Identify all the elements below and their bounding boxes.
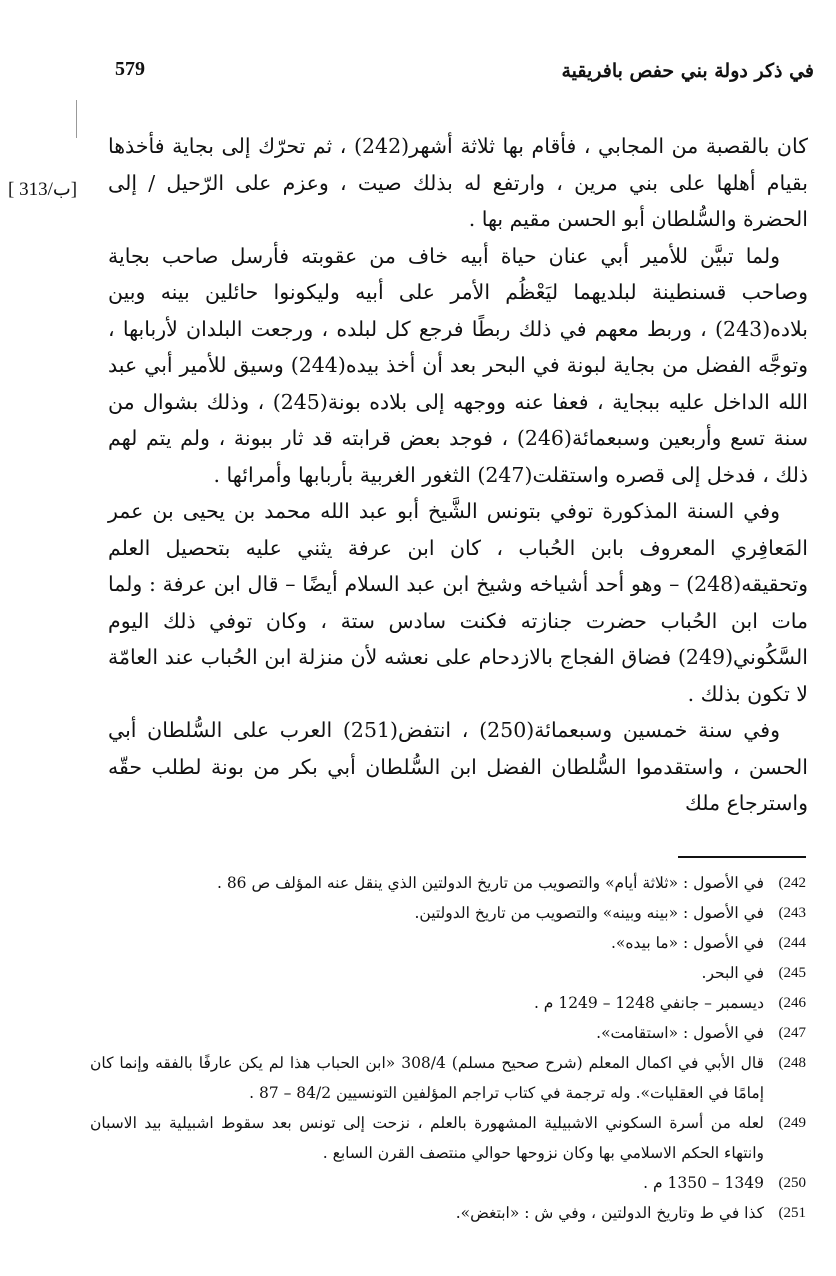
- margin-rule: [76, 100, 77, 138]
- footnote: [90, 928, 806, 958]
- page-number: 579: [115, 58, 145, 80]
- footnote: [90, 898, 806, 928]
- paragraph: وفي سنة خمسين وسبعمائة(250) ، انتفض(251) العرب على السُّلطان أبي الحسن ، واستقدموا السُّلطان الفضل ابن السُّلطان أبي بكر من بونة لطلب حقّه واسترجاع ملك: [108, 718, 808, 815]
- footnote-text: 1349 – 1350 م .: [643, 1174, 764, 1192]
- paragraph: كان بالقصبة من المجابي ، فأقام بها ثلاثة أشهر(242) ، ثم تحرّك إلى بجاية فأخذها بقيام أهلها على بني مرين ، وارتفع له بذلك صيت ، وعزم على الرّحيل / إلى الحضرة والسُّلطان أبو الحسن مقيم بها .: [108, 134, 808, 231]
- main-text: [108, 128, 808, 822]
- footnote: [90, 1108, 806, 1168]
- footnote: [90, 1018, 806, 1048]
- manuscript-folio-ref: [ 313/ب]: [8, 179, 78, 200]
- footnote-number: 251): [778, 1205, 806, 1221]
- footnote: [90, 868, 806, 898]
- footnote-text: في الأصول : «ما بيده».: [610, 934, 764, 952]
- footnote-text: في الأصول : «ثلاثة أيام» والتصويب من تاريخ الدولتين الذي ينقل عنه المؤلف ص 86 .: [216, 874, 764, 892]
- paragraph: وفي السنة المذكورة توفي بتونس الشَّيخ أبو عبد الله محمد بن يحيى بن عمر المَعافِري المعروف بابن الحُباب ، كان ابن عرفة يثني عليه بتحصيل العلم وتحقيقه(248) – وهو أحد أشياخه وشيخ ابن عبد السلام أيضًا – قال ابن عرفة : ولما مات ابن الحُباب حضرت جنازته فكنت سادس ستة ، وكان توفي ذلك اليوم السَّكُوني(249) فضاق الفجاج بالازدحام على نعشه لأن منزلة ابن الحُباب عند العامّة لا تكون بذلك .: [108, 499, 808, 706]
- paragraph: ولما تبيَّن للأمير أبي عنان حياة أبيه خاف من عقوبته فأرسل صاحب بجاية وصاحب قسنطينة لبلديهما ليَعْظُم الأمر على أبيه وليكونوا حائلين بينه وبين بلاده(243) ، وربط معهم في ذلك ربطًا فرجع كل لبلده ، ورجعت البلدان لأربابها ، وتوجَّه الفضل من بجاية لبونة في البحر بعد أن أخذ بيده(244) وسيق للأمير أبي عبد الله الداخل عليه ببجاية ، فعفا عنه ووجهه إلى بلاده بونة(245) ، وذلك بشوال من سنة تسع وأربعين وسبعمائة(246) ، فوجد بعض قرابته قد ثار ببونة ، ولم يتم لهم ذلك ، فدخل إلى قصره واستقلت(247) الثغور الغربية بأربابها وأمرائها .: [108, 243, 808, 487]
- footnote-number: 242): [778, 875, 806, 891]
- footnotes: [90, 868, 806, 1228]
- footnote-separator: [678, 856, 806, 858]
- footnote: [90, 958, 806, 988]
- footnote-number: 247): [778, 1025, 806, 1041]
- footnote-number: 248): [778, 1055, 806, 1071]
- footnote: [90, 988, 806, 1018]
- footnote-number: 250): [778, 1175, 806, 1191]
- footnote-number: 246): [778, 995, 806, 1011]
- footnote-number: 243): [778, 905, 806, 921]
- footnote-text: قال الأبي في اكمال المعلم (شرح صحيح مسلم) 308/4 «ابن الحباب هذا لم يكن عارفًا بالفقه وإنما كان إمامًا في العقليات». وله ترجمة في كتاب تراجم المؤلفين التونسيين 84/2 – 87 .: [90, 1054, 764, 1102]
- footnote-text: ديسمبر – جانفي 1248 – 1249 م .: [533, 994, 764, 1012]
- footnote-text: في الأصول : «بينه وبينه» والتصويب من تاريخ الدولتين.: [414, 904, 764, 922]
- footnote: [90, 1048, 806, 1108]
- footnote: [90, 1198, 806, 1228]
- footnote-number: 244): [778, 935, 806, 951]
- footnote-text: في الأصول : «استقامت».: [596, 1024, 764, 1042]
- footnote-number: 245): [778, 965, 806, 981]
- footnote-number: 249): [778, 1115, 806, 1131]
- footnote-text: لعله من أسرة السكوني الاشبيلية المشهورة بالعلم ، نزحت إلى تونس بعد سقوط اشبيلية بيد الاسبان وانتهاء الحكم الاسلامي بها وكان نزوحها حوالي منتصف القرن السابع .: [90, 1114, 764, 1162]
- footnote-text: في البحر.: [701, 964, 764, 982]
- footnote-text: كذا في ط وتاريخ الدولتين ، وفي ش : «ابتغض».: [455, 1204, 764, 1222]
- footnote: [90, 1168, 806, 1198]
- running-title: في ذكر دولة بني حفص بافريقية: [561, 60, 814, 82]
